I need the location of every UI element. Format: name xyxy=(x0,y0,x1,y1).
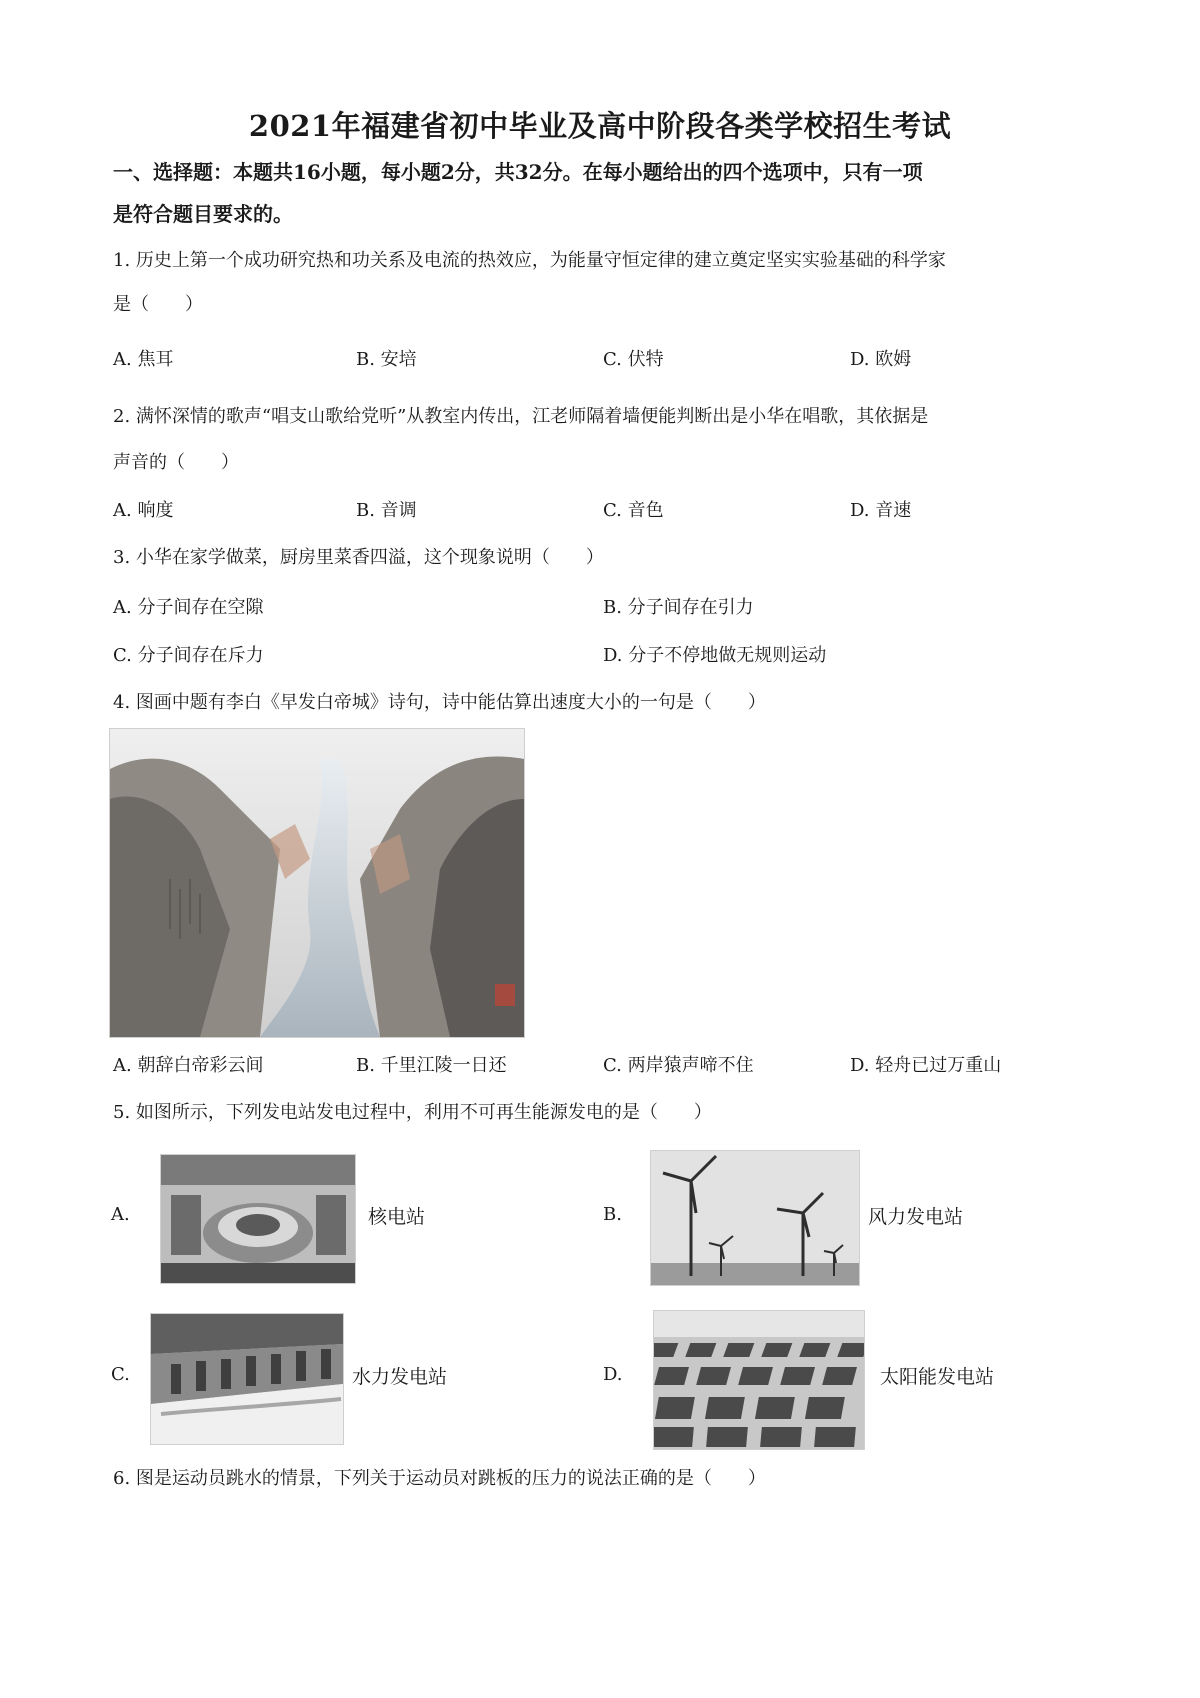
q5-option-d-letter[interactable]: D. xyxy=(603,1364,623,1385)
q1-option-c[interactable]: C. 伏特 xyxy=(603,349,664,370)
q3-option-b[interactable]: B. 分子间存在引力 xyxy=(603,597,754,618)
q3-option-d[interactable]: D. 分子不停地做无规则运动 xyxy=(603,645,827,666)
q4-option-c[interactable]: C. 两岸猿声啼不住 xyxy=(603,1055,754,1076)
wind-farm-photo[interactable] xyxy=(650,1150,860,1286)
section-heading-line1: 一、选择题：本题共16小题，每小题2分，共32分。在每小题给出的四个选项中，只有一项 xyxy=(113,160,923,184)
question-5-text: 5. 如图所示，下列发电站发电过程中，利用不可再生能源发电的是（ ） xyxy=(113,1102,712,1123)
q4-option-a[interactable]: A. 朝辞白帝彩云间 xyxy=(113,1055,264,1076)
question-1-text-cont: 是（ ） xyxy=(113,294,203,315)
q5-option-b-letter[interactable]: B. xyxy=(603,1204,622,1225)
q5-option-a-label: 核电站 xyxy=(368,1206,426,1228)
q5-option-c-label: 水力发电站 xyxy=(352,1366,448,1388)
question-6-text: 6. 图是运动员跳水的情景，下列关于运动员对跳板的压力的说法正确的是（ ） xyxy=(113,1468,766,1489)
q4-option-d[interactable]: D. 轻舟已过万重山 xyxy=(850,1055,1002,1076)
solar-plant-photo[interactable] xyxy=(653,1310,865,1450)
nuclear-plant-photo[interactable] xyxy=(160,1154,356,1284)
q5-option-a-letter[interactable]: A. xyxy=(111,1204,130,1225)
q1-option-d[interactable]: D. 欧姆 xyxy=(850,349,912,370)
q1-option-b[interactable]: B. 安培 xyxy=(356,349,417,370)
q5-option-c-letter[interactable]: C. xyxy=(111,1364,130,1385)
q4-option-b[interactable]: B. 千里江陵一日还 xyxy=(356,1055,507,1076)
question-1-text: 1. 历史上第一个成功研究热和功关系及电流的热效应，为能量守恒定律的建立奠定坚实实验基础的科学家 xyxy=(113,250,946,271)
q2-option-a[interactable]: A. 响度 xyxy=(113,500,174,521)
q3-option-a[interactable]: A. 分子间存在空隙 xyxy=(113,597,264,618)
page-title: 2021年福建省初中毕业及高中阶段各类学校招生考试 xyxy=(248,109,952,143)
hydro-dam-photo[interactable] xyxy=(150,1313,344,1445)
question-4-text: 4. 图画中题有李白《早发白帝城》诗句，诗中能估算出速度大小的一句是（ ） xyxy=(113,692,766,713)
landscape-painting-image xyxy=(109,728,525,1038)
q5-option-b-label: 风力发电站 xyxy=(868,1206,964,1228)
question-2-text: 2. 满怀深情的歌声“唱支山歌给党听”从教室内传出，江老师隔着墙便能判断出是小华在唱歌，其依据是 xyxy=(113,406,929,427)
question-2-text-cont: 声音的（ ） xyxy=(113,452,239,473)
section-heading-line2: 是符合题目要求的。 xyxy=(113,202,293,226)
question-3-text: 3. 小华在家学做菜，厨房里菜香四溢，这个现象说明（ ） xyxy=(113,547,604,568)
q1-option-a[interactable]: A. 焦耳 xyxy=(113,349,174,370)
q3-option-c[interactable]: C. 分子间存在斥力 xyxy=(113,645,264,666)
q5-option-d-label: 太阳能发电站 xyxy=(880,1366,995,1388)
q2-option-d[interactable]: D. 音速 xyxy=(850,500,912,521)
q2-option-b[interactable]: B. 音调 xyxy=(356,500,417,521)
q2-option-c[interactable]: C. 音色 xyxy=(603,500,664,521)
